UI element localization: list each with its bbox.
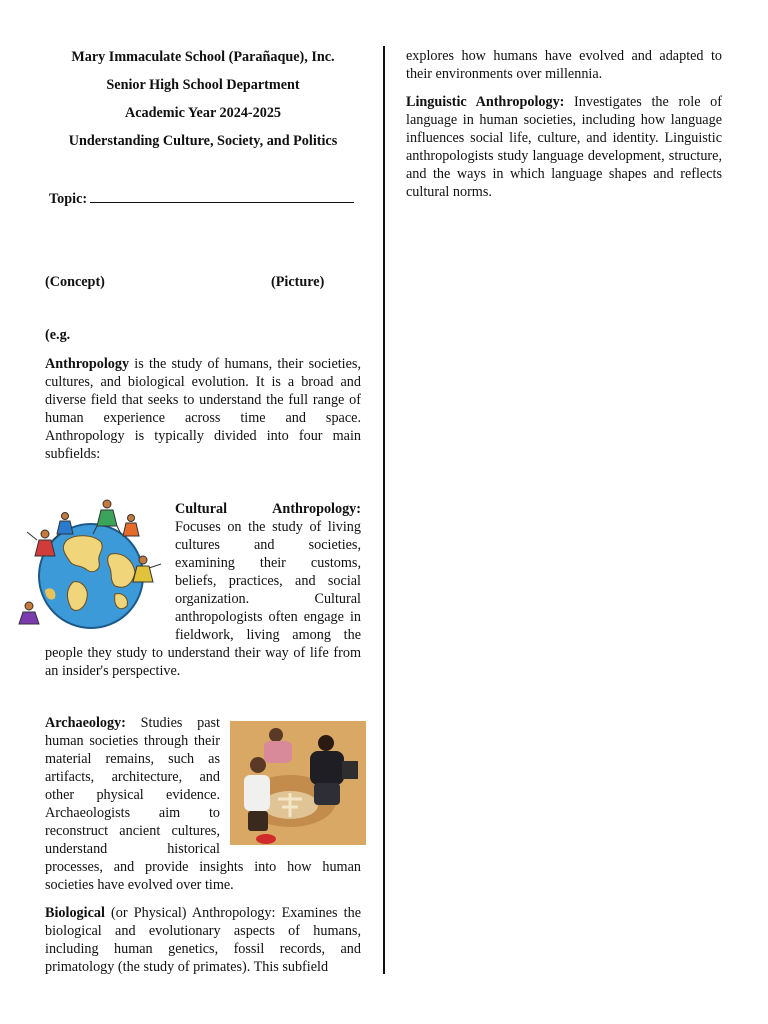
cultural-anthropology-term: Cultural Anthropology: — [175, 501, 361, 517]
picture-heading: (Picture) — [271, 274, 325, 290]
dancer-figure — [19, 602, 39, 624]
biological-anthropology-continuation: explores how humans have evolved and adapted to their environments over millennia. — [406, 48, 722, 82]
archaeology-paragraph — [45, 714, 361, 894]
anthropology-term: Anthropology — [45, 356, 130, 372]
school-name: Mary Immaculate School (Parañaque), Inc. — [71, 49, 335, 65]
biological-anthropology-text: (or Physical) Anthropology: Examines the biological and evolutionary aspects of humans, including human genetics, fossil records, and primatology (the study of primates). This subfield — [45, 905, 361, 975]
topic-label: Topic: — [49, 191, 88, 207]
linguistic-anthropology-text: Investigates the role of language in human societies, including how language influences social life, culture, and identity. Linguistic anthropologists study language development, structure, and the ways in which language shapes and reflects cultural norms. — [406, 94, 722, 200]
topic-blank-line — [90, 188, 354, 203]
biological-anthropology-term: Biological — [45, 905, 105, 921]
dancer-figure — [57, 513, 73, 535]
example-marker: (e.g. — [45, 327, 71, 343]
biological-anthropology-paragraph — [45, 904, 361, 976]
subject-title: Understanding Culture, Society, and Politics — [68, 133, 338, 149]
archaeology-text: Studies past human societies through their material remains, such as artifacts, architecture, and other physical evidence. Archaeologists aim to reconstruct ancient cultures, understand historical processes, and provide insights into how human societies have evolved over time. — [45, 715, 361, 893]
archaeology-dig-photo — [230, 721, 366, 845]
department-name: Senior High School Department — [106, 77, 300, 93]
cultural-anthropology-paragraph — [45, 500, 361, 680]
linguistic-anthropology-paragraph — [406, 93, 722, 201]
dancer-figure — [123, 515, 139, 537]
column-divider — [383, 46, 385, 974]
right-column — [406, 47, 722, 201]
academic-year: Academic Year 2024-2025 — [124, 105, 282, 121]
anthropology-text: is the study of humans, their societies, cultures, and biological evolution. It is a broad and diverse field that seeks to understand the full range of human experience across time and space. Anthropology is typically divided into four main subfields: — [45, 356, 361, 462]
linguistic-anthropology-term: Linguistic Anthropology: — [406, 94, 565, 110]
globe-cultures-illustration — [15, 494, 165, 630]
anthropology-paragraph — [45, 355, 361, 463]
topic-field — [49, 188, 354, 208]
cultural-anthropology-text: Focuses on the study of living cultures and societies, examining their customs, beliefs, practices, and social organization. Cultural anthropologists often engage in fieldwork, living among the people they study to understand their way of life from an insider's perspective. — [45, 519, 361, 679]
archaeology-term: Archaeology: — [45, 715, 126, 731]
concept-heading: (Concept) — [45, 274, 105, 290]
